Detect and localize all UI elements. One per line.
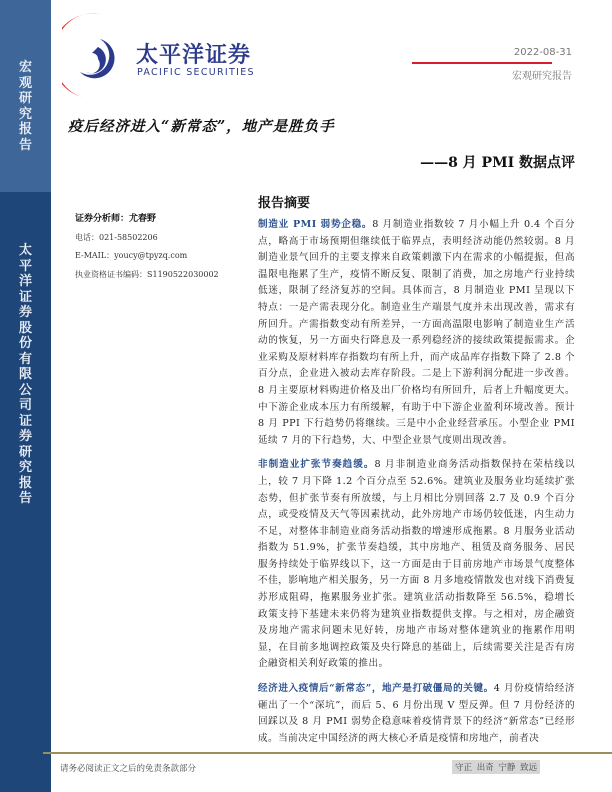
- paragraph-text: 8 月制造业指数较 7 月小幅上升 0.4 个百分点，略高于市场预期但继续低于临界点，表明经济动能仍然较弱。8 月制造业景气回升的主要支撑来自政策刺激下内在需求的小幅提振，但高温限电拖累了生产，疫情不断反复、限制了消费，加之房地产行业持续低迷，限制了经济复苏的空间。具体而言，8 月制造业 PMI 呈现以下特点：一是产需表现分化。制造业生产端景气度并未出现改善，需求有所回升。产需指数变动有所差异，一方面高温限电影响了制造业生产活动的恢复，另一方面央行降息及一系列稳经济的接续政策提振需求。企业采购及原材料库存指数均有所上升，而产成品库存指数下降了 2.8 个百分点，企业进入被动去库存阶段。二是上下游利润分配进一步改善。8 月主要原材料购进价格及出厂价格均有所回升，后者上升幅度更大。中下游企业成本压力有所缓解，有助于中下游企业盈利环境改善。预计 8 月 PPI 下行趋势仍将继续。三是中小企业经营承压。小型企业 PMI 延续 7 月的下行趋势，大、中型企业景气度则出现改善。: [258, 219, 575, 446]
- report-subtitle: ——8 月 PMI 数据点评: [420, 155, 575, 171]
- paragraph-text: 4 月份疫情给经济砸出了一个“深坑”，而后 5、6 月份出现 V 型反弹。但 7 月份经济的回踩以及 8 月 PMI 弱势企稳意味着疫情背景下的经济“新常态”已经形成。当前决定中国经济的两大核心矛盾是疫情和房地产，前者决: [258, 683, 575, 744]
- summary-heading: 报告摘要: [258, 196, 311, 211]
- pacific-securities-logo-icon: [62, 12, 122, 102]
- report-type: 宏观研究报告: [512, 71, 572, 82]
- analyst-license: 执业资格证书编码：S1190522030002: [75, 269, 219, 279]
- footer-divider: [43, 752, 612, 754]
- analyst-name: 证券分析师：尤春野: [75, 214, 157, 224]
- header-divider: [412, 62, 552, 64]
- footer-motto: 守正 出奇 宁静 致远: [452, 760, 540, 774]
- report-date: 2022-08-31: [513, 47, 572, 58]
- sidebar-report-type: 宏观研究报告: [18, 60, 32, 153]
- footer-disclaimer: 请务必阅读正文之后的免责条款部分: [60, 764, 197, 774]
- summary-paragraph: [258, 457, 575, 673]
- analyst-info: [75, 210, 219, 284]
- report-title: 疫后经济进入“新常态”，地产是胜负手: [68, 118, 335, 135]
- paragraph-lead: 非制造业扩张节奏趋缓。: [258, 459, 375, 471]
- summary-paragraph: [258, 681, 575, 747]
- brand-name-cn: 太平洋证券: [136, 43, 252, 68]
- sidebar-company-label: 太平洋证券股份有限公司证券研究报告: [18, 243, 32, 506]
- summary-paragraph: [258, 217, 575, 449]
- summary-body: [258, 217, 575, 755]
- analyst-phone: 电话：021-58502206: [75, 232, 158, 242]
- paragraph-lead: 经济进入疫情后“新常态”，地产是打破僵局的关键。: [258, 683, 494, 695]
- brand-name-en: PACIFIC SECURITIES: [137, 67, 255, 78]
- paragraph-lead: 制造业 PMI 弱势企稳。: [258, 219, 373, 230]
- analyst-email[interactable]: E-MAIL：youcy@tpyzq.com: [75, 251, 188, 260]
- paragraph-text: 8 月非制造业商务活动指数保持在荣枯线以上，较 7 月下降 1.2 个百分点至 52.6%。建筑业及服务业均延续扩张态势，但扩张节奏有所放缓，与上月相比分别回落 2.7 及 0.9 个百分点，或受疫情及天气等因素扰动，此外房地产市场仍较低迷，内生动力不足，对整体非制造业商务活动指数的增速形成拖累。8 月服务业活动指数为 51.9%，扩张节奏趋缓，其中房地产、租赁及商务服务、居民服务持续处于临界线以下，这一方面是由于目前房地产市场景气度整体不佳，影响地产相关服务，另一方面 8 月多地疫情散发也对线下消费复苏形成阻碍，拖累服务业扩张。建筑业活动指数降至 56.5%，稳增长政策支持下基建未来仍将为建筑业指数提供支撑。与之相对，房企融资及房地产需求问题未见好转，房地产市场对整体建筑业的拖累作用明显，在目前多地调控政策及央行降息的基础上，后续需要关注是否有房企融资相关利好政策的推出。: [258, 459, 576, 670]
